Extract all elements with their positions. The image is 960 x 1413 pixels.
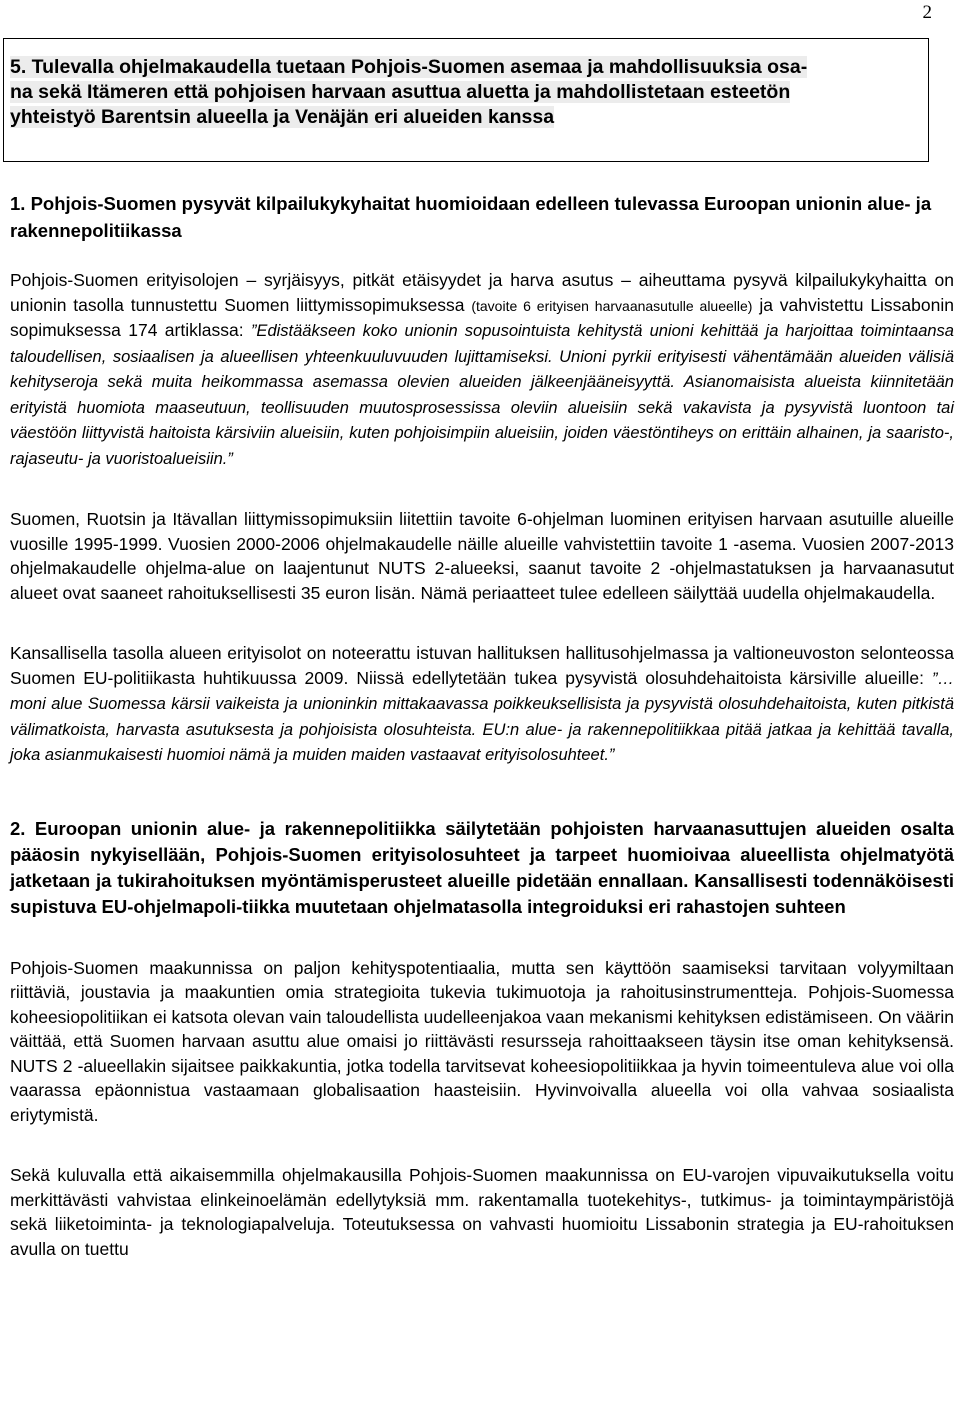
lisbon-treaty-quote: ”Edistääkseen koko unionin sopusointuista kehitystä unioni kehittää ja harjoittaa toimintaansa taloudellisen, sosiaalisen ja alueellisen yhteenkuuluvuuden lujittamiseksi. Unioni pyrkii erityisesti vähentämään alueiden välisiä kehityseroja sekä muita heikommassa asemassa olevien alueiden jälkeenjääneisyyttä. Asianomaisista alueista kiinnitetään erityistä huomiota maaseutuun, teollisuuden muutosprosessissa oleviin alueisiin sekä vakavista ja pysyvistä luontoon tai väestöön liittyvistä haitoista kärsiviin alueisiin, kuten pohjoisimpiin alueisiin, joiden väestöntiheys on erittäin alhainen, ja saaristo-, rajaseutu- ja vuoristoalueisiin.”	[10, 322, 954, 468]
section-1-title: 1. Pohjois-Suomen pysyvät kilpailukykyhaitat huomioidaan edelleen tulevassa Euroopan unionin alue- ja rakennepolitiikassa	[10, 193, 932, 241]
section-2-title: 2. Euroopan unionin alue- ja rakennepolitiikka säilytetään pohjoisten harvaanasuttujen alueiden osalta pääosin nykyisellään, Pohjois-Suomen erityisolosuhteet ja tarpeet huomioivaa alueellista ohjelmatyötä jatketaan ja tukirahoituksen myöntämisperusteet alueille pidetään ennallaan. Kansallisesti todennäköisesti supistuva EU-ohjelmapoli-tiikka muutetaan ohjelmatasolla integroiduksi eri rahastojen suhteen	[10, 817, 954, 917]
section-1-paragraph-3	[10, 641, 954, 768]
section-5-heading-box	[3, 38, 929, 162]
government-report-quote: ”… moni alue Suomessa kärsii vaikeista ja unioninkin mittakaavassa poikkeuksellisista ja pysyvistä olosuhdehaitoista, kuten pitkistä välimatkoista, harvasta asutuksesta ja pohjoisista olosuhteista. EU:n alue- ja rakennepolitiikkaa pitää jatkaa ja kehittää tavalla, joka asianmukaisesti huomioi nämä ja muiden maiden vastaavat erityisolosuhteet.”	[10, 669, 954, 764]
section-2-paragraph-1: Pohjois-Suomen maakunnissa on paljon kehityspotentiaalia, mutta sen käyttöön saamiseksi tarvitaan volyymiltaan riittäviä, joustavia ja maakuntien omia strategioita tukevia tukimuotoja ja rahoitusinstrumentteja. Pohjois-Suomessa koheesiopolitiikan ei katsota olevan vain taloudellista uudelleenjakoa vaan mekanismi kehityksen edistämiseen. On väärin väittää, että Suomen harvaan asuttu alue omaisi jo riittävästi resursseja rahoittaakseen täysin itse oman kehityksensä. NUTS 2 -alueellakin sijaitsee paikkakuntia, jotka todella tarvitsevat koheesiopolitiikkaa ja hyvin toimeentuleva alue voi olla vaarassa epäonnistua vastaamaan globalisaation haasteisiin. Hyvinvoivalla alueella voi olla vahvaa sosiaalista eriytymistä.	[10, 957, 954, 1125]
paragraph-text: Pohjois-Suomen erityisolojen – syrjäisyys, pitkät etäisyydet ja harva asutus – aiheuttama pysyvä kilpailukykyhaitta on unionin tasolla tunnustettu Suomen liittymissopimuksessa	[10, 270, 954, 315]
page-number: 2	[922, 2, 932, 23]
document-body	[10, 190, 954, 1261]
paragraph-note: (tavoite 6 erityisen harvaanasutulle alueelle)	[471, 297, 753, 314]
paragraph-text: Kansallisella tasolla alueen erityisolot on noteerattu istuvan hallituksen hallitusohjelmassa ja valtioneuvoston selonteossa Suomen EU-politiikasta huhtikuussa 2009. Niissä edellytetään tukea pysyvistä olosuhdehaitoista kärsiville alueille:	[10, 643, 954, 688]
heading-line-3: yhteistyö Barentsin alueella ja Venäjän eri alueiden kanssa	[10, 106, 555, 128]
section-2-paragraph-2: Sekä kuluvalla että aikaisemmilla ohjelmakausilla Pohjois-Suomen maakunnissa on EU-varojen vipuvaikutuksella voitu merkittävästi vahvistaa elinkeinoelämän edellytyksiä mm. rakentamalla tuotekehitys-, tutkimus- ja toimintaympäristöjä sekä liiketoiminta- ja teknologiapalveluja. Toteutuksessa on vahvasti huomioitu Lissabonin strategia ja EU-rahoituksen avulla on tuettu	[10, 1165, 954, 1259]
heading-line-2: na sekä Itämeren että pohjoisen harvaan asuttua aluetta ja mahdollistetaan esteetön	[10, 81, 791, 103]
paragraph-text: ja vahvistettu Lissabonin sopimuksessa 174 artiklassa:	[10, 294, 954, 340]
section-1-paragraph-1	[10, 268, 954, 471]
section-1-paragraph-2: Suomen, Ruotsin ja Itävallan liittymissopimuksiin liitettiin tavoite 6-ohjelman luominen erityisen harvaan asutuille alueille vuosille 1995-1999. Vuosien 2000-2006 ohjelmakaudelle näille alueille vahvistettiin tavoite 1 -asema. Vuosien 2007-2013 ohjelmakaudelle ohjelma-alue on laajentunut NUTS 2-alueeksi, saanut tavoite 2 -ohjelmastatuksen ja harvaanasutut alueet ovat saaneet rahoituksellisesti 35 euron lisän. Nämä periaatteet tulee edelleen säilyttää uudella ohjelmakaudella.	[10, 509, 954, 603]
heading-line-1: 5. Tulevalla ohjelmakaudella tuetaan Pohjois-Suomen asemaa ja mahdollisuuksia osa-	[10, 56, 808, 78]
